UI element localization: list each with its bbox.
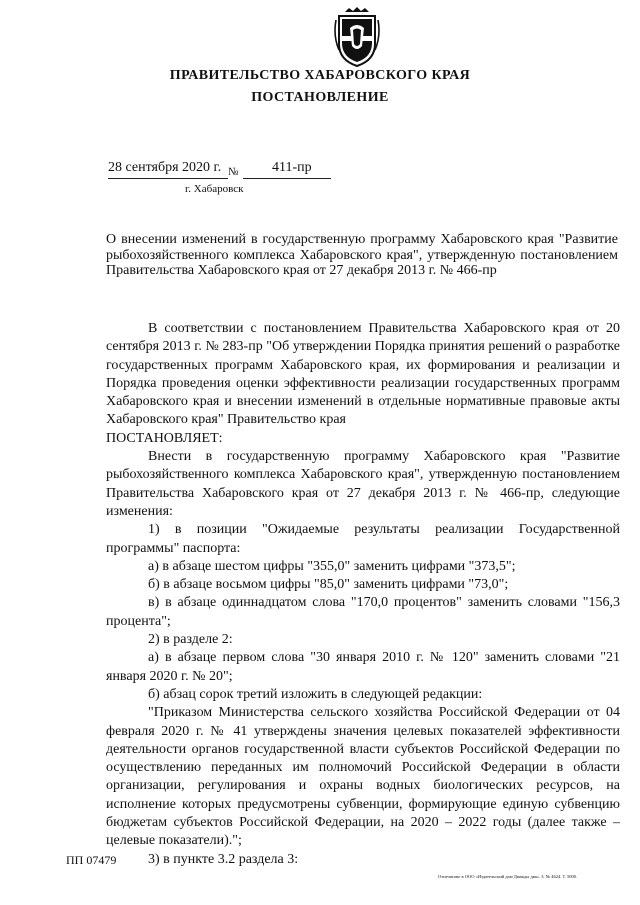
quoted-paragraph: "Приказом Министерства сельского хозяйства Российской Федерации от 04 февраля 2020 г. № 41 утверждены значения целевых показателей эффективности деятельности органов государственной власти субъектов Российской Федерации по осуществлению переданных им полномочий Российской Федерации в области организации, регулирования и охраны водных биологических ресурсов, на исполнение которых предусмотрены субвенции, формирующие единую субвенцию бюджетам субъектов Российской Федерации, на 2020 – 2022 годы (далее также – целевые показатели)."; — [106, 705, 620, 849]
document-number: 411-пр — [272, 160, 312, 175]
document-date: 28 сентября 2020 г. — [108, 160, 222, 175]
list-item-2: 2) в разделе 2: — [148, 632, 233, 648]
printer-note: Отпечатано в ООО «Издательский дом Дважды два». З. № 4624. Т. 5000. — [438, 874, 578, 879]
list-item-2b: б) абзац сорок третий изложить в следующей редакции: — [148, 686, 483, 702]
list-item-2a: а) в абзаце первом слова "30 января 2010 г. № 120" заменить словами "21 января 2020 г. № 20"; — [106, 650, 620, 684]
list-item-3: 3) в пункте 3.2 раздела 3: — [148, 851, 299, 867]
list-item-1c: в) в абзаце одиннадцатом слова "170,0 процентов" заменить словами "156,3 процента"; — [106, 595, 620, 629]
document-body — [106, 320, 620, 869]
document-code: ПП 07479 — [66, 853, 117, 867]
government-title: ПРАВИТЕЛЬСТВО ХАБАРОВСКОГО КРАЯ — [169, 68, 471, 83]
list-item-1a: а) в абзаце шестом цифры "355,0" заменить цифрами "373,5"; — [148, 558, 516, 574]
date-underline — [108, 178, 228, 179]
coat-of-arms-icon — [333, 6, 381, 70]
document-type-title: ПОСТАНОВЛЕНИЕ — [251, 90, 389, 105]
number-label: № — [228, 166, 239, 178]
number-underline — [243, 178, 331, 179]
document-city: г. Хабаровск — [185, 183, 244, 195]
preamble-paragraph: В соответствии с постановлением Правительства Хабаровского края от 20 сентября 2013 г. № 283-пр "Об утверждении Порядка принятия решений о разработке государственных программ Хабаровского края, их формирования и реализации и Порядка проведения оценки эффективности реализации государственных программ Хабаровского края и внесении изменений в отдельные нормативные правовые акты Хабаровского края" Правительство края — [106, 321, 620, 428]
list-item-1: 1) в позиции "Ожидаемые результаты реализации Государственной программы" паспорта: — [106, 522, 620, 556]
paragraph-intro: Внести в государственную программу Хабаровского края "Развитие рыбохозяйственного комплекса Хабаровского края", утвержденную постановлением Правительства Хабаровского края от 27 декабря 2013 г. № 466-пр, следующие изменения: — [106, 449, 620, 519]
resolves-paragraph: ПОСТАНОВЛЯЕТ: — [106, 430, 223, 446]
list-item-1b: б) в абзаце восьмом цифры "85,0" заменить цифрами "73,0"; — [148, 577, 509, 593]
document-subject: О внесении изменений в государственную программу Хабаровского края "Развитие рыбохозяйственного комплекса Хабаровского края", утвержденную постановлением Правительства Хабаровского края от 27 декабря 2013 г. № 466-пр — [106, 232, 618, 278]
